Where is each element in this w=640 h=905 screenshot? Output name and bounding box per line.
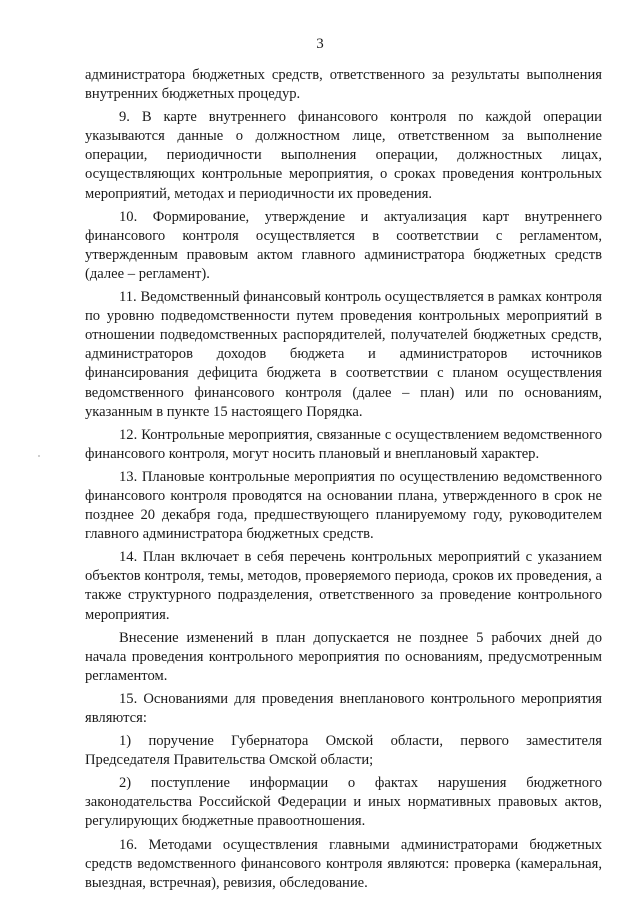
margin-speck xyxy=(38,455,40,457)
paragraph-item-11: 11. Ведомственный финансовый контроль осуществляется в рамках контроля по уровню подведомственности путем проведения контрольных мероприятий в отношении подведомственных распорядителей, получателей бюджетных средств, администраторов доходов бюджета и администраторов источников финансирования дефицита бюджета в соответствии с планом осуществления ведомственного финансового контроля (далее – план) или по основаниям, указанным в пункте 15 настоящего Порядка. xyxy=(85,289,602,420)
paragraph-subitem-2: 2) поступление информации о фактах нарушения бюджетного законодательства Российской Федерации и иных нормативных правовых актов, регулирующих бюджетные правоотношения. xyxy=(85,775,602,830)
paragraph-item-10: 10. Формирование, утверждение и актуализация карт внутреннего финансового контроля осуществляется в соответствии с регламентом, утвержденным правовым актом главного администратора бюджетных средств (далее – регламент). xyxy=(85,208,602,282)
paragraph-item-13: 13. Плановые контрольные мероприятия по осуществлению ведомственного финансового контроля проводятся на основании плана, утвержденного в срок не позднее 20 декабря года, предшествующего планируемому году, руководителем главного администратора бюджетных средств. xyxy=(85,468,602,543)
paragraph-item-15: 15. Основаниями для проведения внепланового контрольного мероприятия являются: xyxy=(85,690,602,726)
paragraph-item-14: 14. План включает в себя перечень контрольных мероприятий с указанием объектов контроля, темы, методов, проверяемого периода, сроков их проведения, а также структурного подразделения, ответственного за проведение контрольного мероприятия. xyxy=(85,549,602,623)
paragraph-subitem-1: 1) поручение Губернатора Омской области, первого заместителя Председателя Правительства Омской области; xyxy=(85,733,602,769)
paragraph-continuation: администратора бюджетных средств, ответственного за результаты выполнения внутренних бюджетных процедур. xyxy=(85,67,602,103)
paragraph-item-9: 9. В карте внутреннего финансового контроля по каждой операции указываются данные о должностном лице, ответственном за выполнение операции, периодичности выполнения операции, должностных лицах, осуществляющих контрольные мероприятия, о сроках проведения контрольных мероприятий, методах и периодичности их проведения. xyxy=(85,109,602,202)
paragraph-item-12: 12. Контрольные мероприятия, связанные с осуществлением ведомственного финансового контроля, могут носить плановый и внеплановый характер. xyxy=(85,426,602,462)
paragraph-item-16: 16. Методами осуществления главными администраторами бюджетных средств ведомственного финансового контроля являются: проверка (камеральная, выездная, встречная), ревизия, обследование. xyxy=(85,836,602,891)
paragraph-plan-changes: Внесение изменений в план допускается не позднее 5 рабочих дней до начала проведения контрольного мероприятия по основаниям, предусмотренным регламентом. xyxy=(85,629,602,684)
page-number: 3 xyxy=(316,36,324,52)
document-body xyxy=(85,66,602,897)
